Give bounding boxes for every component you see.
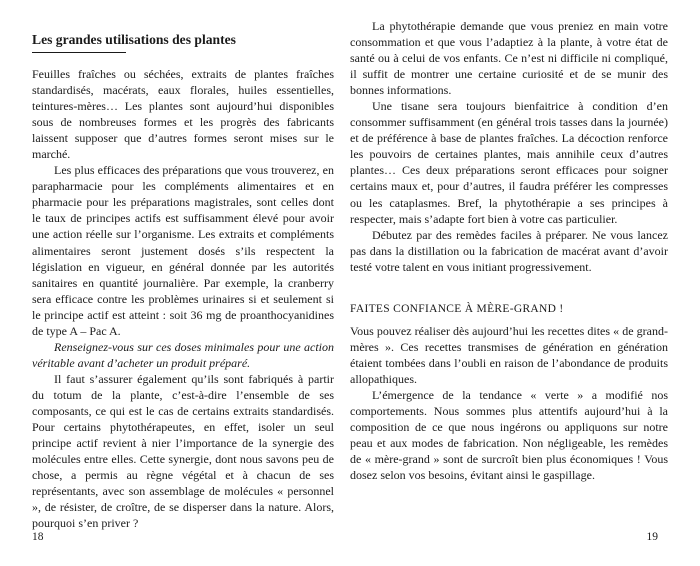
page-number: 18 (32, 531, 44, 543)
italic-note: Renseignez-vous sur ces doses minimales pour une action véritable avant d’acheter un produit préparé. (32, 339, 334, 370)
left-page (26, 0, 342, 566)
section-heading: FAITES CONFIANCE À MÈRE-GRAND ! (350, 302, 564, 315)
page-number: 19 (646, 531, 658, 543)
right-body (350, 18, 668, 483)
title-underline (32, 52, 126, 53)
paragraph: Les plus efficaces des préparations que vous trouverez, en parapharmacie pour les compléments alimentaires et en pharmacie pour les préparations magistrales, sont celles dont le taux de principes actifs est suffisamment élevé pour avoir une action réelle sur l’organisme. Les extraits et compléments alimentaires seront justement dosés s’ils respectent la législation en vigueur, en général donnée par les autorités sanitaires en quantité journalière. Par exemple, la cranberry sera efficace contre les problèmes urinaires si et seulement si le principe actif est atteint : soit 36 mg de proanthocyanidines de type A – Pac A. (32, 163, 334, 338)
paragraph: L’émergence de la tendance « verte » a modifié nos comportements. Nous sommes plus attentifs aujourd’hui à la composition de ce que nous ingérons ou appliquons sur notre peau et aux modes de fabrication. Non négligeable, les remèdes de « mère-grand » sont de surcroît bien plus économiques ! Vous dosez selon vos besoins, évitant ainsi le gaspillage. (350, 387, 668, 483)
paragraph: Vous pouvez réaliser dès aujourd’hui les recettes dites « de grand-mères ». Ces recettes transmises de génération en génération étaient tombées dans l’oubli en raison de l’abondance de produits allopathiques. (350, 323, 668, 386)
chapter-title: Les grandes utilisations des plantes (32, 32, 236, 47)
right-page (350, 0, 666, 566)
paragraph: Une tisane sera toujours bienfaitrice à condition d’en consommer suffisamment (en général trois tasses dans la journée) et de préférence à base de plantes fraîches. La décoction renforce les pouvoirs de certaines plantes, mais annihile ceux d’autres plantes… Ces deux préparations seront efficaces pour soigner certains maux et, pour d’autres, il faudra préférer les compresses ou les cataplasmes. Bref, la phytothérapie a ses principes à respecter, mais s’adapte fort bien à votre cas particulier. (350, 99, 668, 226)
paragraph: Feuilles fraîches ou séchées, extraits de plantes fraîches standardisés, macérats, eaux florales, huiles essentielles, teintures-mères… Les plantes sont aujourd’hui disponibles sous de nombreuses formes et les progrès des fabricants laissent supposer que d’autres formes seront mises sur le marché. (32, 67, 334, 162)
left-body (32, 66, 334, 531)
paragraph: Il faut s’assurer également qu’ils sont fabriqués à partir du totum de la plante, c’est-à-dire l’ensemble de ses composants, ce qui est le cas de certains extraits standardisés. Pour certains phytothérapeutes, en effet, isoler un seul principe actif revient à nier l’importance de la synergie des molécules entre elles. Cette synergie, dont nous savons peu de chose, a permis au règne végétal et à chacun de ses représentants, avec son assemblage de molécules « personnel », de résister, de croître, de se disperser dans la nature. Alors, pourquoi s’en priver ? (32, 371, 334, 531)
paragraph: La phytothérapie demande que vous preniez en main votre consommation et que vous l’adaptiez à la plante, à votre état de santé ou à celui de vos enfants. Ce n’est ni difficile ni compliqué, il suffit de montrer une certaine curiosité et de se munir des bonnes informations. (350, 19, 668, 98)
paragraph: Débutez par des remèdes faciles à préparer. Ne vous lancez pas dans la distillation ou la fabrication de macérat avant d’avoir testé votre talent en vous initiant progressivement. (350, 227, 668, 274)
